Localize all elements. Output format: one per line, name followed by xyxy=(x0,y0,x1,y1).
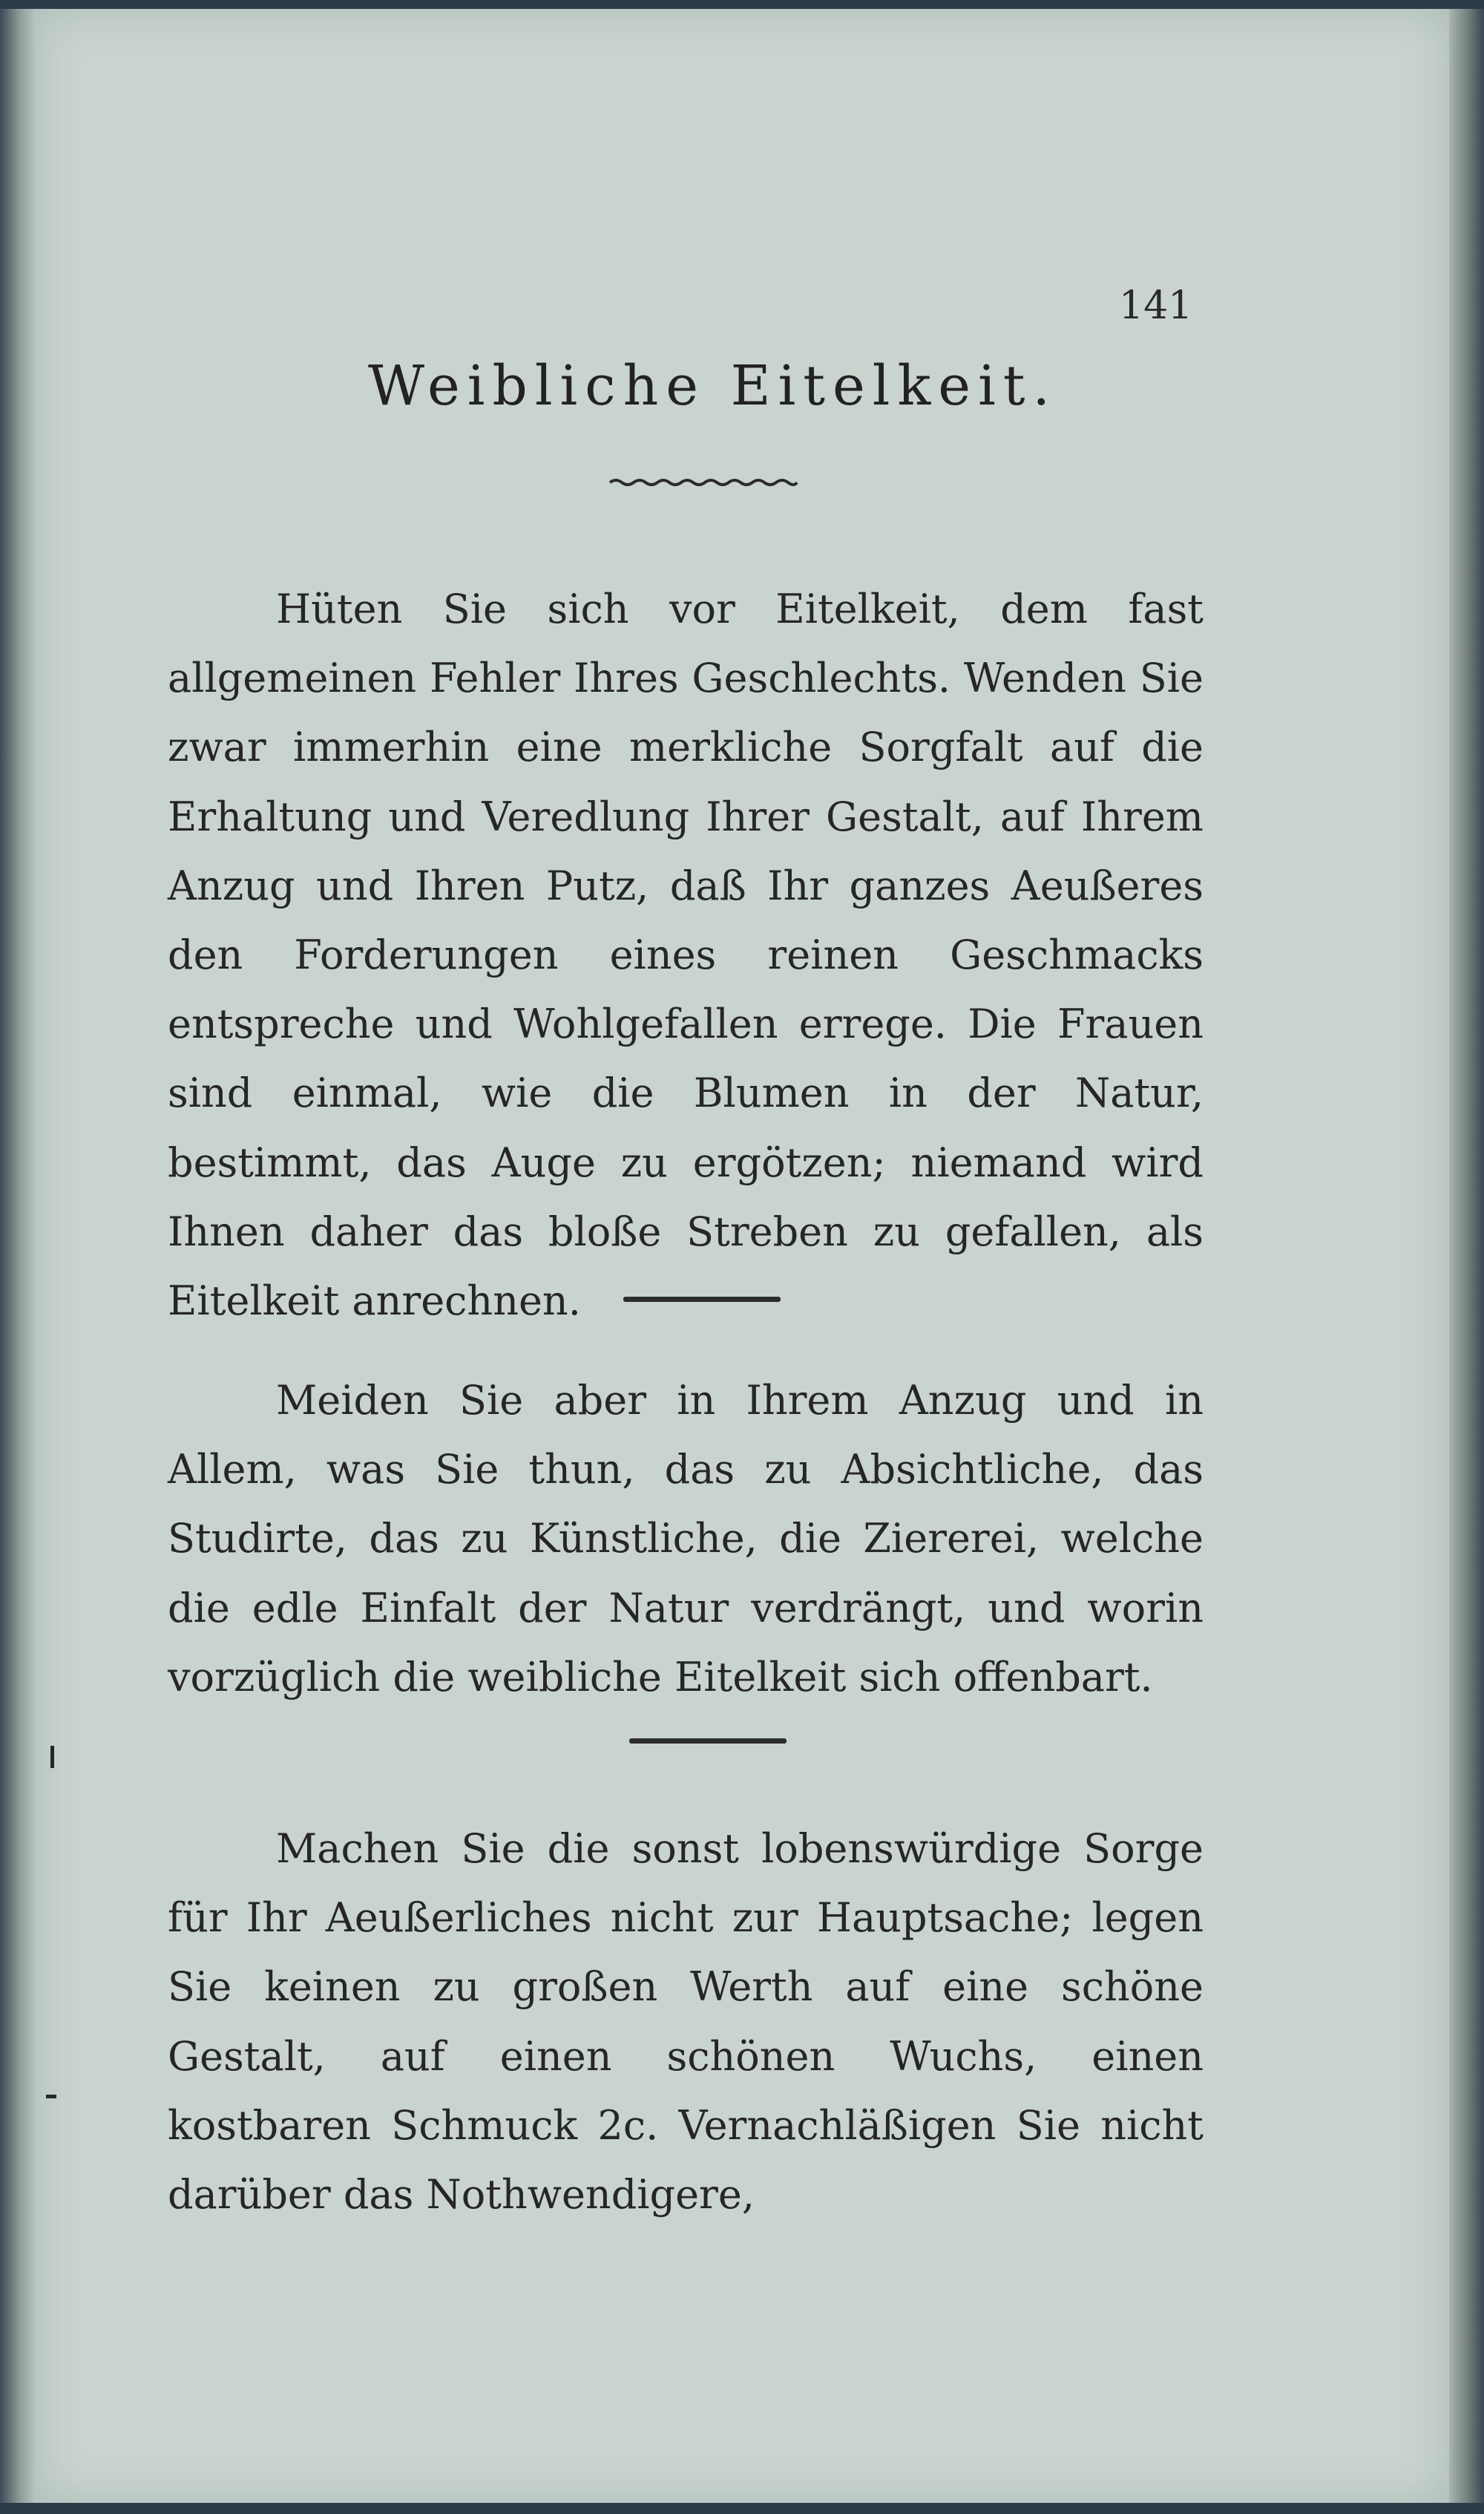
margin-mark xyxy=(46,2095,56,2098)
book-edge-right xyxy=(1449,9,1484,2503)
paragraph-2 xyxy=(168,1366,1204,1712)
margin-mark xyxy=(50,1746,54,1768)
title-ornament xyxy=(607,477,800,487)
paragraph-3-text: Machen Sie die sonst lobenswürdige Sorge für Ihr Aeußerliches nicht zur Hauptsache; legen Sie keinen zu großen Werth auf eine schöne Gestalt, auf einen schönen Wuchs, einen kostbaren Schmuck 2c. Vernachläßigen Sie nicht darüber das Nothwendigere, xyxy=(168,1825,1204,2219)
paragraph-1-text: Hüten Sie sich vor Eitelkeit, dem fast allgemeinen Fehler Ihres Geschlechts. Wenden Sie zwar immerhin eine merkliche Sorgfalt auf die Erhaltung und Veredlung Ihrer Gestalt, auf Ihrem Anzug und Ihren Putz, daß Ihr ganzes Aeußeres den Forderungen eines reinen Geschmacks entspreche und Wohlgefallen errege. Die Frauen sind einmal, wie die Blumen in der Natur, bestimmt, das Auge zu ergötzen; niemand wird Ihnen daher das bloße Streben zu gefallen, als Eitelkeit anrechnen. xyxy=(168,586,1204,1325)
page-number: 141 xyxy=(1119,284,1193,328)
section-divider xyxy=(623,1297,781,1302)
paragraph-2-text: Meiden Sie aber in Ihrem Anzug und in Allem, was Sie thun, das zu Absichtliche, das Studirte, das zu Künstliche, die Ziererei, welche die edle Einfalt der Natur verdrängt, und worin vorzüglich die weibliche Eitelkeit sich offenbart. xyxy=(168,1377,1204,1700)
paragraph-3 xyxy=(168,1814,1204,2229)
chapter-title: Weibliche Eitelkeit. xyxy=(367,354,1058,418)
book-page xyxy=(36,9,1449,2503)
paragraph-1 xyxy=(168,575,1204,1335)
section-divider xyxy=(629,1738,787,1744)
